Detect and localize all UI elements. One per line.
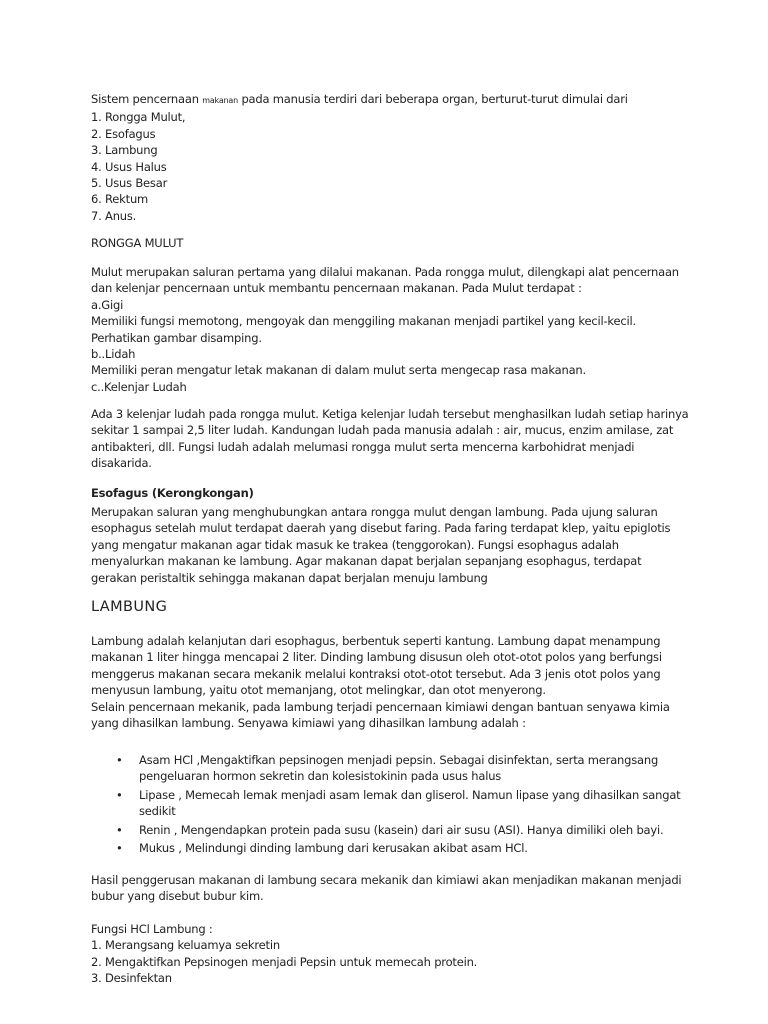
list-item-line: pengeluaran hormon sekretin dan kolesistokinin pada usus halus bbox=[139, 769, 502, 784]
list-item-line: sedikit bbox=[139, 804, 176, 819]
mulut-section bbox=[91, 264, 691, 395]
paragraph-line: Selain pencernaan mekanik, pada lambung terjadi pencernaan kimiawi dengan bantuan senyawa kimia bbox=[91, 699, 670, 714]
organ-item: 2. Esofagus bbox=[91, 126, 156, 141]
paragraph-line: yang dihasilkan lambung. Senyawa kimiawi yang dihasilkan lambung adalah : bbox=[91, 716, 526, 731]
organ-item: 6. Rektum bbox=[91, 192, 149, 207]
bullet-icon: • bbox=[116, 787, 123, 802]
mulut-heading: RONGGA MULUT bbox=[91, 236, 184, 250]
intro-sentence bbox=[91, 91, 691, 109]
hasil-paragraph bbox=[91, 872, 691, 905]
organ-item: 1. Rongga Mulut, bbox=[91, 110, 186, 125]
list-item-line: Asam HCl ,Mengaktifkan pepsinogen menjadi pepsin. Sebagai disinfektan, serta merangsang bbox=[139, 753, 659, 767]
list-item-line: Renin , Mengendapkan protein pada susu (kasein) dari air susu (ASI). Hanya dimiliki oleh bayi. bbox=[139, 822, 664, 837]
list-item bbox=[91, 822, 691, 838]
list-item bbox=[91, 840, 691, 856]
lambung-heading: LAMBUNG bbox=[91, 599, 168, 615]
list-item bbox=[91, 752, 691, 785]
organ-item: 3. Lambung bbox=[91, 143, 158, 158]
paragraph-line: b..Lidah bbox=[91, 347, 136, 362]
fungsi-item: 2. Mengaktifkan Pepsinogen menjadi Pepsin untuk memecah protein. bbox=[91, 954, 478, 969]
paragraph-line: c..Kelenjar Ludah bbox=[91, 379, 187, 394]
fungsi-hcl-section bbox=[91, 921, 691, 987]
esofagus-heading: Esofagus (Kerongkongan) bbox=[91, 486, 254, 500]
paragraph-line: makanan 1 liter hingga mencapai 2 liter. Dinding lambung disusun oleh otot-otot polos yang berfungsi bbox=[91, 650, 662, 665]
organ-item: 7. Anus. bbox=[91, 208, 137, 223]
intro-text-after: pada manusia terdiri dari beberapa organ, berturut-turut dimulai dari bbox=[237, 92, 628, 106]
bullet-icon: • bbox=[116, 822, 123, 837]
paragraph-line: antibakteri, dll. Fungsi ludah adalah melumasi rongga mulut serta mencerna karbohidrat menjadi bbox=[91, 439, 635, 454]
paragraph-line: Memiliki peran mengatur letak makanan di dalam mulut serta mengecap rasa makanan. bbox=[91, 363, 586, 378]
lambung-section bbox=[91, 633, 691, 731]
paragraph-line: a.Gigi bbox=[91, 297, 124, 312]
intro-section bbox=[91, 91, 691, 224]
fungsi-hcl-heading: Fungsi HCl Lambung : bbox=[91, 922, 213, 936]
paragraph-line: menggerus makanan secara mekanik melalui kontraksi otot-otot tersebut. Ada 3 jenis otot polos yang bbox=[91, 666, 661, 681]
paragraph-line: disakarida. bbox=[91, 456, 152, 471]
paragraph-line: bubur yang disebut bubur kim. bbox=[91, 889, 264, 904]
paragraph-line: menyusun lambung, yaitu otot memanjang, otot melingkar, dan otot menyerong. bbox=[91, 683, 546, 698]
paragraph-line: Hasil penggerusan makanan di lambung secara mekanik dan kimiawi akan menjadikan makanan menjadi bbox=[91, 873, 682, 887]
paragraph-line: dan kelenjar pencernaan untuk membantu pencernaan makanan. Pada Mulut terdapat : bbox=[91, 281, 582, 296]
bullet-icon: • bbox=[116, 753, 123, 767]
fungsi-item: 1. Merangsang keluamya sekretin bbox=[91, 938, 280, 953]
paragraph-line: sekitar 1 sampai 2,5 liter ludah. Kandungan ludah pada manusia adalah : air, mucus, enzim amilase, zat bbox=[91, 423, 674, 438]
list-item bbox=[91, 787, 691, 820]
intro-text-small: makanan bbox=[202, 96, 238, 105]
paragraph-line: gerakan peristaltik sehingga makanan dapat berjalan menuju lambung bbox=[91, 570, 488, 585]
ludah-paragraph bbox=[91, 406, 691, 472]
senyawa-list bbox=[91, 752, 691, 858]
paragraph-line: Ada 3 kelenjar ludah pada rongga mulut. Ketiga kelenjar ludah tersebut menghasilkan ludah setiap harinya bbox=[91, 407, 689, 421]
intro-text-before: Sistem pencernaan bbox=[91, 92, 203, 106]
paragraph-line: Perhatikan gambar disamping. bbox=[91, 330, 262, 345]
paragraph-line: Mulut merupakan saluran pertama yang dilalui makanan. Pada rongga mulut, dilengkapi alat pencernaan bbox=[91, 265, 679, 279]
paragraph-line: Lambung adalah kelanjutan dari esophagus, berbentuk seperti kantung. Lambung dapat menampung bbox=[91, 634, 661, 648]
list-item-line: Lipase , Memecah lemak menjadi asam lemak dan gliserol. Namun lipase yang dihasilkan sangat bbox=[139, 787, 681, 802]
organ-item: 4. Usus Halus bbox=[91, 159, 167, 174]
paragraph-line: menyalurkan makanan ke lambung. Agar makanan dapat berjalan sepanjang esophagus, terdapat bbox=[91, 554, 642, 569]
paragraph-line: yang mengatur makanan agar tidak masuk ke trakea (tenggorokan). Fungsi esophagus adalah bbox=[91, 537, 619, 552]
esofagus-section bbox=[91, 504, 691, 586]
fungsi-item: 3. Desinfektan bbox=[91, 971, 172, 986]
bullet-icon: • bbox=[116, 841, 123, 856]
paragraph-line: Merupakan saluran yang menghubungkan antara rongga mulut dengan lambung. Pada ujung saluran bbox=[91, 505, 658, 519]
paragraph-line: Memiliki fungsi memotong, mengoyak dan menggiling makanan menjadi partikel yang kecil-kecil. bbox=[91, 314, 636, 329]
organ-item: 5. Usus Besar bbox=[91, 176, 168, 191]
paragraph-line: esophagus setelah mulut terdapat daerah yang disebut faring. Pada faring terdapat klep, yaitu epiglotis bbox=[91, 521, 671, 536]
list-item-line: Mukus , Melindungi dinding lambung dari kerusakan akibat asam HCl. bbox=[139, 841, 528, 856]
